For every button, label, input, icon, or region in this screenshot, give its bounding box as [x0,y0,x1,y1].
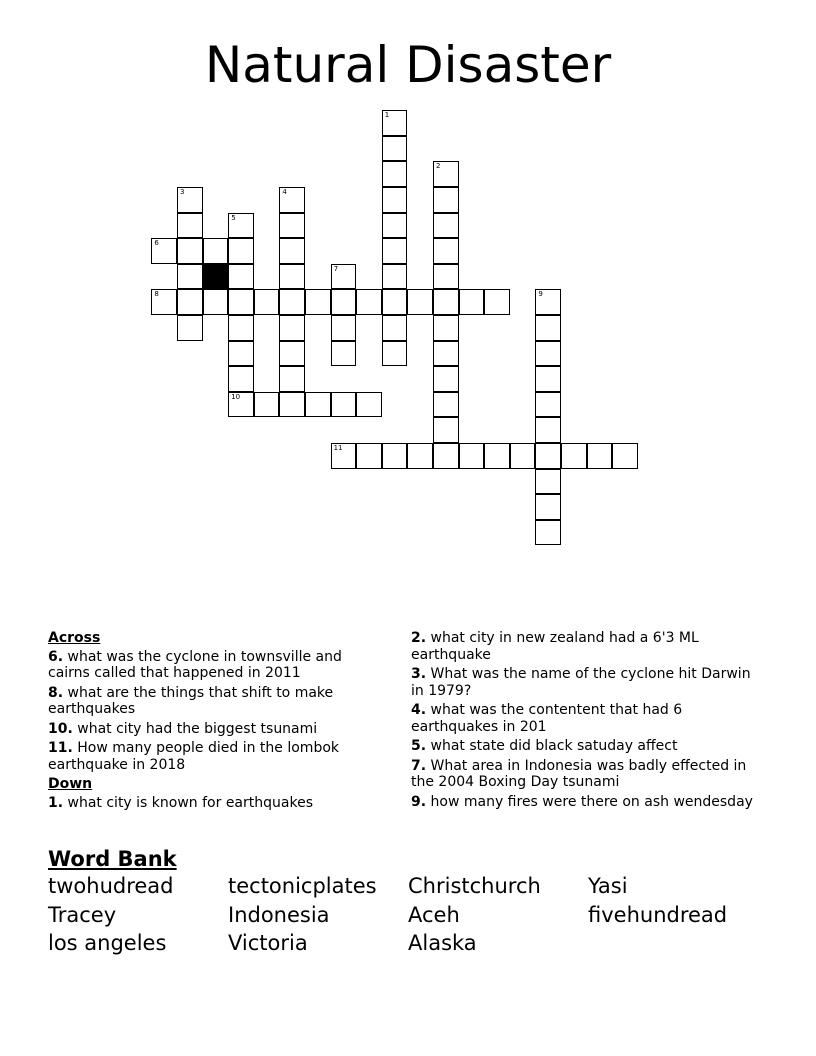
crossword-cell[interactable] [433,289,459,315]
crossword-cell[interactable] [535,469,561,495]
crossword-cell[interactable] [561,443,587,469]
crossword-cell[interactable] [305,392,331,418]
crossword-cell[interactable] [535,520,561,546]
crossword-cell[interactable] [228,289,254,315]
clue-down-4 [411,702,761,735]
crossword-cell[interactable] [382,341,408,367]
crossword-cell[interactable] [535,494,561,520]
clue-text: what state did black satuday affect [430,738,678,754]
clue-number: 10. [48,720,73,737]
crossword-cell[interactable] [433,417,459,443]
clue-across-11 [48,740,378,773]
crossword-cell[interactable] [331,289,357,315]
page-title: Natural Disaster [204,36,612,94]
clue-text: What was the name of the cyclone hit Darwin in 1979? [411,666,751,699]
crossword-cell[interactable] [228,315,254,341]
crossword-cell[interactable] [177,264,203,290]
crossword-cell[interactable] [228,341,254,367]
crossword-cell[interactable] [433,443,459,469]
crossword-cell[interactable] [433,341,459,367]
clue-text: what was the cyclone in townsville and cairns called that happened in 2011 [48,648,342,681]
crossword-cell[interactable] [433,161,459,187]
clue-down-7 [411,758,761,791]
word-bank-item: Yasi [588,874,628,898]
crossword-cell[interactable] [407,443,433,469]
crossword-cell[interactable] [433,315,459,341]
crossword-cell[interactable] [382,136,408,162]
cell-number: 3 [180,188,185,196]
crossword-cell[interactable] [279,315,305,341]
word-bank-item: fivehundread [588,902,728,927]
crossword-cell[interactable] [279,213,305,239]
crossword-cell[interactable] [356,289,382,315]
crossword-cell[interactable] [331,315,357,341]
crossword-cell[interactable] [203,238,229,264]
crossword-cell[interactable] [382,264,408,290]
crossword-cell[interactable] [510,443,536,469]
word-bank-item: Tracey [48,902,117,927]
clue-text: what city is known for earthquakes [67,794,313,811]
crossword-cell[interactable] [382,289,408,315]
crossword-cell[interactable] [382,443,408,469]
clue-across-6 [48,649,378,682]
word-bank-item: tectonicplates [228,874,377,898]
clue-number: 8. [48,684,64,701]
crossword-cell[interactable] [433,264,459,290]
crossword-cell[interactable] [203,289,229,315]
clue-text: what are the things that shift to make earthquakes [48,684,334,717]
crossword-cell[interactable] [459,289,485,315]
clue-down-9 [411,794,761,811]
word-bank-title: Word Bank [48,847,177,871]
clue-text: How many people died in the lombok earthquake in 2018 [48,740,340,773]
crossword-cell[interactable] [228,264,254,290]
crossword-cell[interactable] [177,315,203,341]
clues-right-column [411,630,761,813]
cell-number: 9 [538,290,543,299]
cell-number: 2 [436,162,441,171]
crossword-cell[interactable] [382,315,408,341]
crossword-cell[interactable] [331,341,357,367]
crossword-cell[interactable] [228,392,254,418]
crossword-cell[interactable] [177,238,203,264]
clue-number: 1. [48,794,64,811]
crossword-cell[interactable] [587,443,613,469]
crossword-black-cell [203,264,229,290]
crossword-cell[interactable] [331,443,357,469]
clue-down-5 [411,738,761,755]
crossword-cell[interactable] [177,213,203,239]
crossword-cell[interactable] [279,187,305,213]
crossword-cell[interactable] [382,238,408,264]
crossword-cell[interactable] [279,289,305,315]
cell-number: 11 [333,444,343,452]
word-bank [48,846,788,958]
clue-across-8 [48,685,378,718]
crossword-cell[interactable] [535,366,561,392]
cell-number: 1 [384,111,390,120]
crossword-cell[interactable] [356,443,382,469]
clue-text: what city had the biggest tsunami [77,720,318,737]
crossword-cell[interactable] [433,187,459,213]
crossword-cell[interactable] [459,443,485,469]
crossword-cell[interactable] [484,443,510,469]
word-bank-list [48,872,788,958]
crossword-cell[interactable] [279,392,305,418]
word-bank-item: Victoria [228,931,308,955]
crossword-cell[interactable] [228,213,254,239]
clue-down-3 [411,666,761,699]
crossword-cell[interactable] [331,392,357,418]
clue-text: what city in new zealand had a 6'3 ML earthquake [411,630,699,663]
crossword-cell[interactable] [254,289,280,315]
crossword-cell[interactable] [177,289,203,315]
crossword-cell[interactable] [254,392,280,418]
crossword-cell[interactable] [535,417,561,443]
crossword-cell[interactable] [433,392,459,418]
clue-text: how many fires were there on ash wendesday [430,793,753,810]
cell-number: 8 [154,290,159,299]
crossword-cell[interactable] [535,341,561,367]
crossword-cell[interactable] [535,443,561,469]
clue-down-2 [411,630,761,663]
clues-left-column [48,630,378,814]
word-bank-item: los angeles [48,931,167,955]
crossword-cell[interactable] [407,289,433,315]
crossword-cell[interactable] [535,392,561,418]
crossword-cell[interactable] [151,238,177,264]
crossword-cell[interactable] [305,289,331,315]
word-bank-item: Christchurch [408,874,541,898]
clue-number: 11. [48,740,73,756]
clue-number: 9. [411,793,427,810]
clue-down-1 [48,795,378,812]
crossword-cell[interactable] [356,392,382,418]
down-heading: Down [48,776,93,792]
crossword-cell[interactable] [535,289,561,315]
crossword-cell[interactable] [382,213,408,239]
crossword-cell[interactable] [382,110,408,136]
cell-number: 4 [282,188,287,196]
crossword-cell[interactable] [331,264,357,290]
crossword-cell[interactable] [228,366,254,392]
clue-number: 4. [411,702,427,718]
crossword-cell[interactable] [433,238,459,264]
word-bank-item: twohudread [48,874,174,898]
crossword-cell[interactable] [433,366,459,392]
clue-across-10 [48,721,378,738]
crossword-cell[interactable] [279,366,305,392]
word-bank-item: Alaska [408,931,477,955]
crossword-cell[interactable] [279,341,305,367]
crossword-cell[interactable] [177,187,203,213]
across-heading: Across [48,630,101,646]
crossword-cell[interactable] [382,187,408,213]
clue-number: 3. [411,666,427,682]
word-bank-item: Indonesia [228,902,330,927]
clue-text: What area in Indonesia was badly effected in the 2004 Boxing Day tsunami [411,757,747,790]
clue-text: what was the contentent that had 6 earthquakes in 201 [411,702,683,735]
crossword-cell[interactable] [535,315,561,341]
crossword-cell[interactable] [151,289,177,315]
crossword-cell[interactable] [279,238,305,264]
crossword-cell[interactable] [228,238,254,264]
clue-number: 2. [411,630,427,646]
clue-number: 6. [48,648,64,665]
cell-number: 10 [231,392,241,401]
crossword-cell[interactable] [382,161,408,187]
crossword-cell[interactable] [612,443,638,469]
cell-number: 6 [154,239,159,248]
clue-number: 7. [411,757,427,774]
crossword-cell[interactable] [279,264,305,290]
cell-number: 7 [333,264,339,273]
crossword-cell[interactable] [484,289,510,315]
clue-number: 5. [411,738,427,754]
crossword-cell[interactable] [433,213,459,239]
cell-number: 5 [231,213,236,222]
word-bank-item: Aceh [408,902,460,927]
